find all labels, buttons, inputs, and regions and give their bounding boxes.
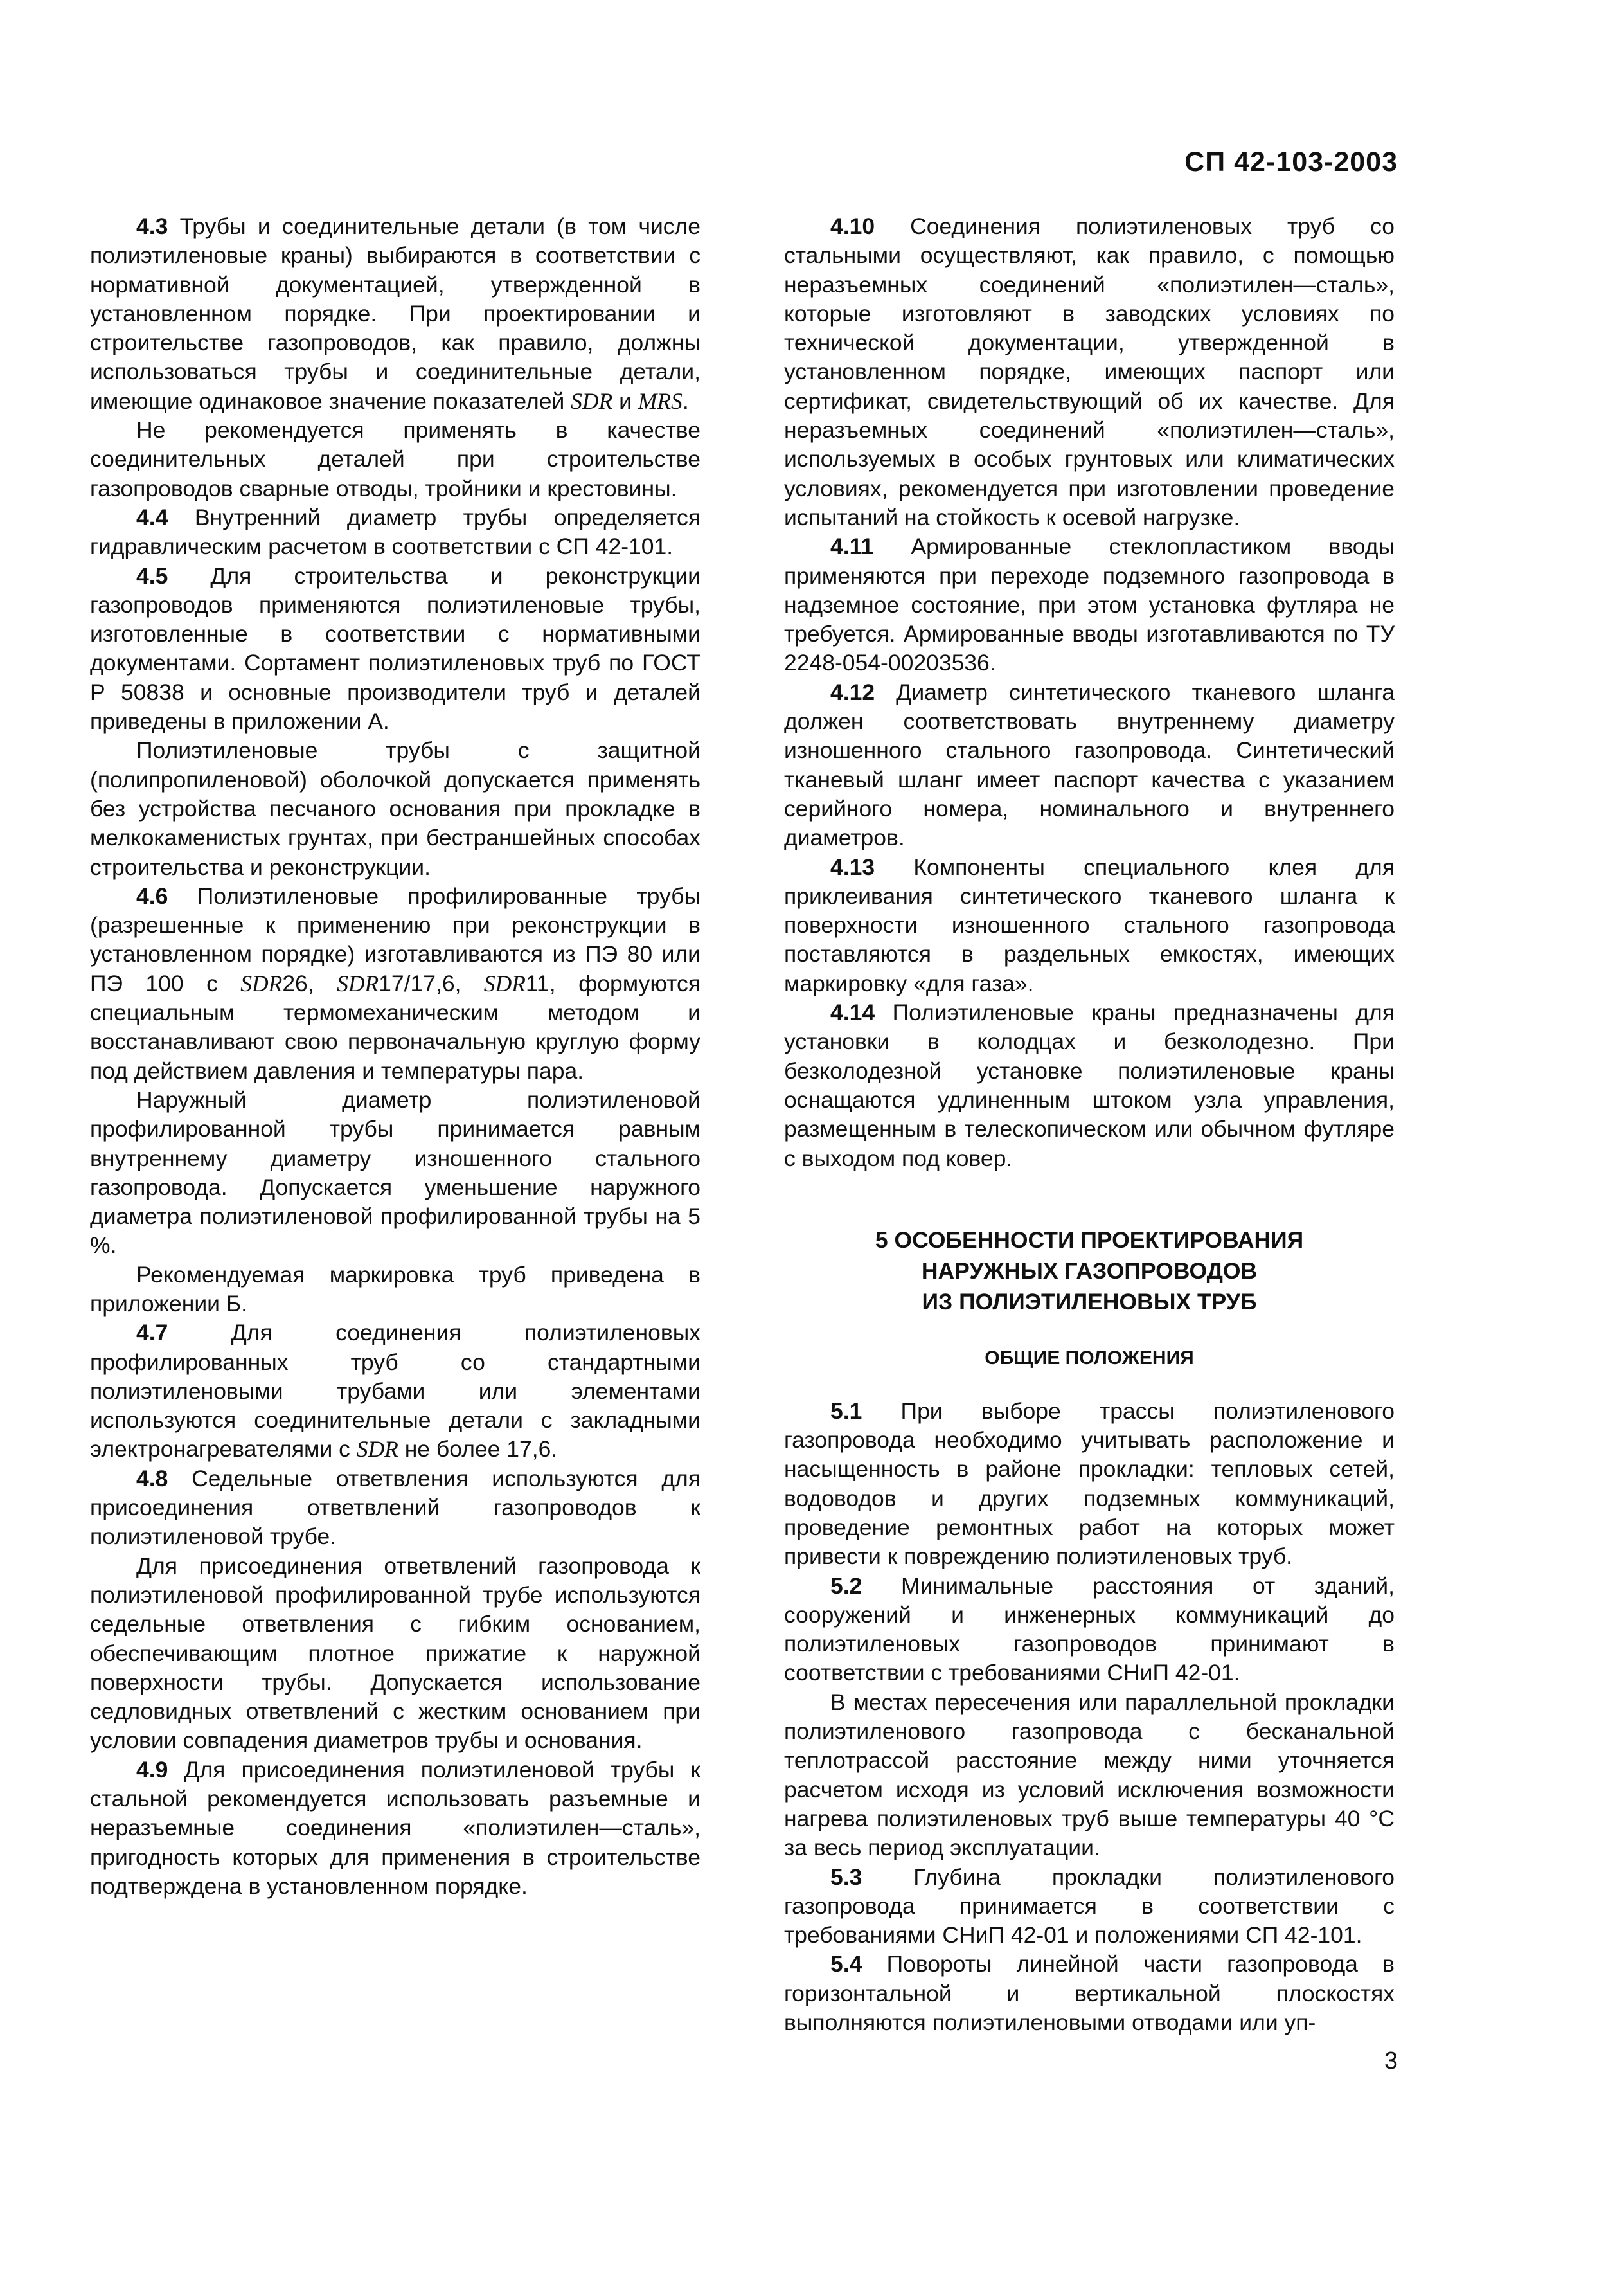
paragraph-text: Полиэтиленовые краны предназначены для установки в колодцах и безколодезно. При безколодезной установке полиэтиленовые краны оснащаются удлиненным штоком узла управления, размещенным в телескопическом или обычном футляре с выходом под ковер. <box>784 1000 1395 1171</box>
paragraph-text: Глубина прокладки полиэтиленового газопровода принимается в соответствии с требованиями СНиП 42-01 и положениями СП 42-101. <box>784 1864 1395 1948</box>
paragraph-text: Внутренний диаметр трубы определяется гидравлическим расчетом в соответствии с СП 42-101. <box>90 504 700 560</box>
clause-number: 4.6 <box>136 883 168 909</box>
clause-number: 5.2 <box>830 1572 862 1599</box>
paragraph <box>90 503 700 562</box>
section-title <box>784 1225 1395 1317</box>
paragraph <box>90 562 700 737</box>
paragraph-text: Трубы и соединительные детали (в том числе полиэтиленовые краны) выбираются в соответствии с нормативной документацией, утвержденной в установленном порядке. При проектировании и строительстве газопроводов, как правило, должны использоваться трубы и соединительные детали, имеющие одинаковое значение показателей <box>90 213 700 414</box>
paragraph-text: Минимальные расстояния от зданий, сооружений и инженерных коммуникаций до полиэтиленовых газопроводов принимают в соответствии с требованиями СНиП 42-01. <box>784 1572 1395 1686</box>
paragraph-text: Для строительства и реконструкции газопроводов применяются полиэтиленовые трубы, изготовленные в соответствии с нормативными документами. Сортамент полиэтиленовых труб по ГОСТ Р 50838 и основные производители труб и деталей приведены в приложении А. <box>90 562 700 735</box>
paragraph-text: Наружный диаметр полиэтиленовой профилированной трубы принимается равным внутреннему диаметру изношенного стального газопровода. Допускается уменьшение наружного диаметра полиэтиленовой профилированной трубы на 5 %. <box>90 1086 700 1259</box>
paragraph-text: 26, <box>282 970 337 996</box>
paragraph <box>90 1552 700 1756</box>
paragraph <box>784 1397 1395 1572</box>
right-column-top <box>784 212 1395 1173</box>
paragraph-text: и <box>612 388 638 414</box>
paragraph-text: Не рекомендуется применять в качестве соединительных деталей при строительстве газопроводов сварные отводы, тройники и крестовины. <box>90 417 700 501</box>
paragraph-text: Для присоединения ответвлений газопровода к полиэтиленовой профилированной трубе используются седельные ответвления с гибким основанием, обеспечивающим плотное прижатие к наружной поверхности трубы. Допускается использование седловидных ответвлений с жестким основанием при условии совпадения диаметров трубы и основания. <box>90 1552 700 1754</box>
clause-number: 5.3 <box>830 1864 862 1890</box>
paragraph <box>784 1950 1395 2037</box>
paragraph <box>90 1756 700 1901</box>
section-title-line: 5 ОСОБЕННОСТИ ПРОЕКТИРОВАНИЯ <box>875 1227 1304 1253</box>
document-code-header: СП 42-103-2003 <box>1184 147 1398 177</box>
paragraph <box>784 678 1395 853</box>
subsection-title: ОБЩИЕ ПОЛОЖЕНИЯ <box>985 1347 1194 1369</box>
paragraph-text: В местах пересечения или параллельной прокладки полиэтиленового газопровода с бесканальной теплотрассой расстояние между ними уточняется расчетом исходя из условий исключения возможности нагрева полиэтиленовых труб выше температуры 40 °С за весь период эксплуатации. <box>784 1689 1395 1861</box>
clause-number: 4.10 <box>830 213 875 239</box>
paragraph <box>784 212 1395 532</box>
paragraph-text: Рекомендуемая маркировка труб приведена в приложении Б. <box>90 1261 700 1317</box>
paragraph-text: Полиэтиленовые профилированные трубы (разрешенные к применению при реконструкции в установленном порядке) изготавливаются из ПЭ 80 или ПЭ 100 с <box>90 883 700 996</box>
paragraph-text: 17/17,6, <box>379 970 484 996</box>
paragraph-text: 11, формуются специальным термомеханическим методом и восстанавливают свою первоначальную круглую форму под действием давления и температуры пара. <box>90 970 701 1084</box>
paragraph <box>784 1688 1395 1863</box>
paragraph-text: Седельные ответвления используются для присоединения ответвлений газопроводов к полиэтиленовой трубе. <box>90 1465 700 1550</box>
italic-term: SDR <box>571 388 613 414</box>
right-column <box>784 212 1395 2037</box>
paragraph <box>90 1464 700 1552</box>
clause-number: 4.14 <box>830 1000 875 1026</box>
paragraph <box>90 1261 700 1319</box>
clause-number: 4.13 <box>830 854 875 880</box>
paragraph <box>90 736 700 881</box>
paragraph <box>90 212 700 416</box>
paragraph <box>90 416 700 503</box>
paragraph-text: Полиэтиленовые трубы с защитной (полипропиленовой) оболочкой допускается применять без устройства песчаного основания при прокладке в мелкокаменистых грунтах, при бестраншейных способах строительства и реконструкции. <box>90 737 700 880</box>
paragraph-text: Диаметр синтетического тканевого шланга должен соответствовать внутреннему диаметру изношенного стального газопровода. Синтетический тканевый шланг имеет паспорт качества с указанием серийного номера, номинального и внутреннего диаметров. <box>784 679 1395 851</box>
paragraph <box>784 1863 1395 1950</box>
paragraph-text: При выборе трассы полиэтиленового газопровода необходимо учитывать расположение и насыщенность в районе прокладки: тепловых сетей, водоводов и других подземных коммуникаций, проведение ремонтных работ на которых может привести к повреждению полиэтиленовых труб. <box>784 1398 1395 1570</box>
clause-number: 4.5 <box>136 562 168 589</box>
paragraph <box>784 532 1395 678</box>
section-title-line: НАРУЖНЫХ ГАЗОПРОВОДОВ <box>921 1257 1258 1284</box>
italic-term: SDR <box>240 970 283 996</box>
italic-term: SDR <box>356 1436 398 1462</box>
clause-number: 4.11 <box>830 534 874 560</box>
paragraph-text: Армированные стеклопластиком вводы применяются при переходе подземного газопровода в надземное состояние, при этом установка футляра не требуется. Армированные вводы изготавливаются по ТУ 2248-054-00203536. <box>784 534 1395 676</box>
paragraph-text: Для присоединения полиэтиленовой трубы к стальной рекомендуется использовать разъемные и неразъемные соединения «полиэтилен—сталь», пригодность которых для применения в строительстве подтверждена в установленном порядке. <box>90 1756 700 1899</box>
clause-number: 4.12 <box>830 679 875 705</box>
paragraph-text: Соединения полиэтиленовых труб со стальными осуществляют, как правило, с помощью неразъемных соединений «полиэтилен—сталь», которые изготовляют в заводских условиях по технической документации, утвержденной в установленном порядке, имеющих паспорт или сертификат, свидетельствующий об их качестве. Для неразъемных соединений «полиэтилен—сталь», используемых в особых грунтовых или климатических условиях, рекомендуется при изготовлении проведение испытаний на стойкость к осевой нагрузке. <box>784 213 1395 530</box>
paragraph <box>784 1572 1395 1688</box>
italic-term: SDR <box>483 970 526 996</box>
left-column <box>90 212 700 1901</box>
paragraph-text: Для соединения полиэтиленовых профилированных труб со стандартными полиэтиленовыми трубами или элементами используются соединительные детали с закладными электронагревателями с <box>90 1320 700 1462</box>
clause-number: 4.9 <box>136 1756 168 1783</box>
clause-number: 4.7 <box>136 1320 168 1346</box>
clause-number: 4.8 <box>136 1465 168 1491</box>
italic-term: SDR <box>337 970 379 996</box>
paragraph-text: . <box>682 388 689 414</box>
right-column-bottom <box>784 1397 1395 2038</box>
paragraph-text: Компоненты специального клея для приклеивания синтетического тканевого шланга к поверхности изношенного стального газопровода поставляются в раздельных емкостях, имеющих маркировку «для газа». <box>784 854 1395 996</box>
paragraph <box>90 882 700 1086</box>
paragraph <box>784 998 1395 1173</box>
clause-number: 5.1 <box>830 1398 862 1424</box>
italic-term: MRS <box>638 388 683 414</box>
paragraph <box>90 1086 700 1261</box>
clause-number: 4.4 <box>136 504 168 530</box>
section-title-line: ИЗ ПОЛИЭТИЛЕНОВЫХ ТРУБ <box>922 1288 1257 1315</box>
clause-number: 5.4 <box>830 1951 862 1977</box>
paragraph-text: Повороты линейной части газопровода в горизонтальной и вертикальной плоскостях выполняются полиэтиленовыми отводами или уп- <box>784 1951 1395 2036</box>
paragraph <box>90 1318 700 1464</box>
paragraph-text: не более 17,6. <box>398 1436 558 1462</box>
page-number: 3 <box>1384 2047 1398 2074</box>
clause-number: 4.3 <box>136 213 168 239</box>
paragraph <box>784 853 1395 998</box>
